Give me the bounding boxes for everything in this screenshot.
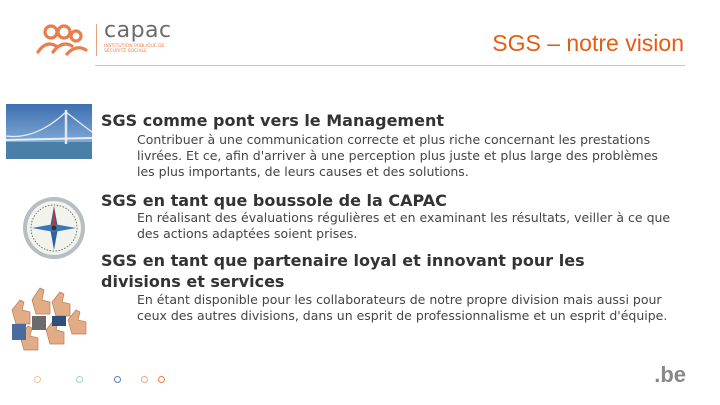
be-logo: .be <box>654 362 686 387</box>
dot-2 <box>76 376 83 383</box>
thumbs-up-image <box>6 280 92 360</box>
section-body: En réalisant des évaluations régulières et en examinant les résultats, veiller à ce que des actions adaptées soient prises. <box>137 210 671 241</box>
dot-4 <box>141 376 148 383</box>
section-heading: SGS en tant que partenaire loyal et innovant pour les divisions et services <box>101 251 585 291</box>
slide-title: SGS – notre vision <box>492 30 684 56</box>
compass-image <box>6 194 92 262</box>
dot-3 <box>114 376 121 383</box>
dot-1 <box>34 376 41 383</box>
bridge-image <box>6 104 92 159</box>
section-heading: SGS en tant que boussole de la CAPAC <box>101 191 447 210</box>
section-body: Contribuer à une communication correcte et plus riche concernant les prestations livrées. Et ce, afin d'arriver à une perception plus juste et plus large des problèmes les plus importants, de leurs causes et des solutions. <box>137 132 658 179</box>
logo-separator <box>96 24 97 56</box>
header-divider <box>95 65 685 66</box>
section-body: En étant disponible pour les collaborateurs de notre propre division mais aussi pour ceux des autres divisions, dans un esprit de professionnalisme et un esprit d'équipe. <box>137 292 668 323</box>
capac-logo <box>36 18 176 58</box>
logo-subtitle: INSTITUTION PUBLIQUE DE SÉCURITÉ SOCIALE <box>104 44 165 54</box>
logo-wordmark: capac <box>104 18 172 43</box>
slide-header <box>0 0 720 68</box>
pagination-dots <box>34 376 174 386</box>
section-heading: SGS comme pont vers le Management <box>101 111 444 130</box>
people-logo-icon <box>36 22 88 58</box>
dot-5 <box>158 376 165 383</box>
